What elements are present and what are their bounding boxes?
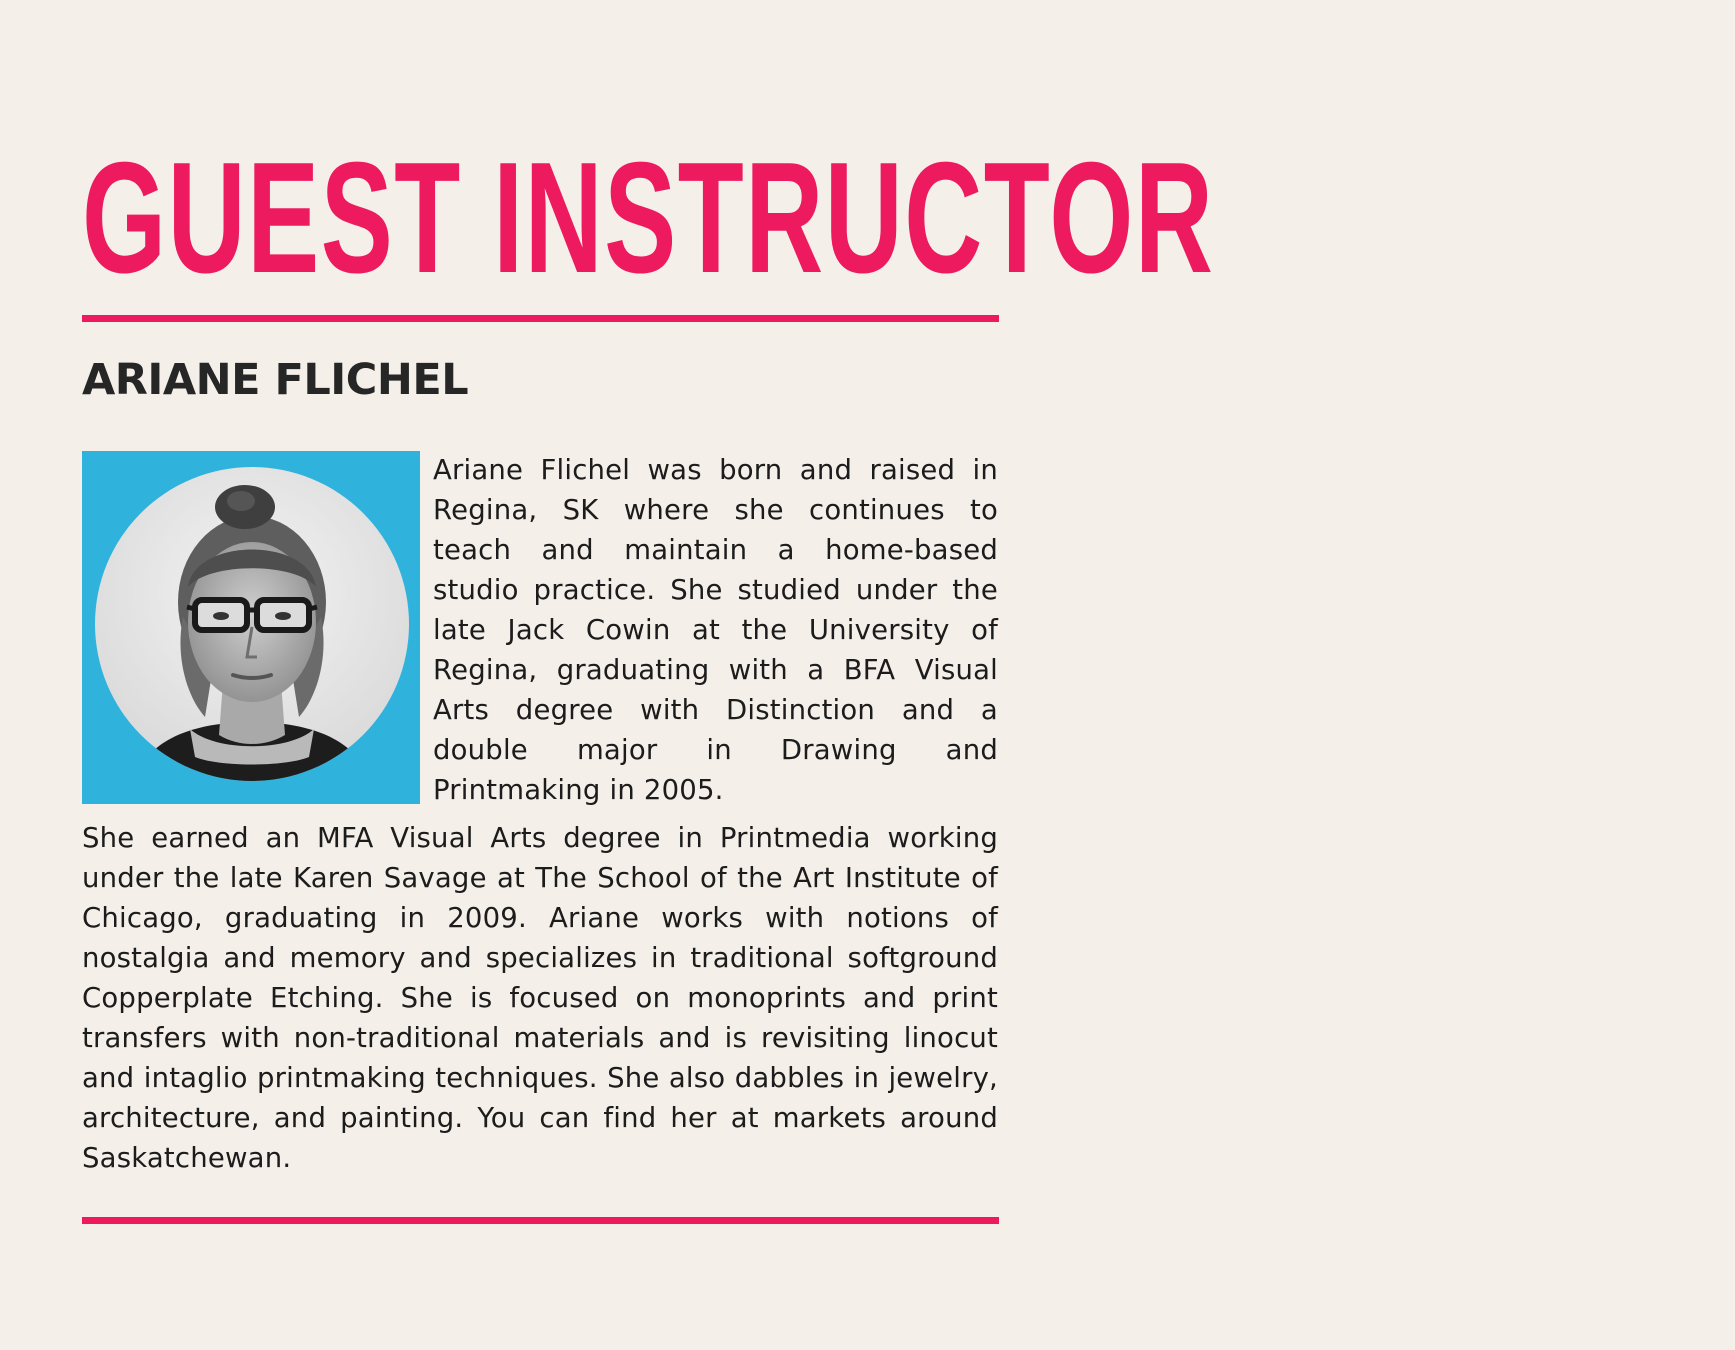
photo-frame	[82, 451, 420, 804]
title-block	[82, 130, 1215, 306]
bio-paragraph-1: Ariane Flichel was born and raised in Regina, SK where she continues to teach and maintain a home-based studio practice. She studied under the late Jack Cowin at the University of Regina, graduating with a BFA Visual Arts degree with Distinction and a double major in Drawing and Printmaking in 2005.	[433, 454, 998, 806]
bio-paragraph-2: She earned an MFA Visual Arts degree in Printmedia working under the late Karen Savage at The School of the Art Institute of Chicago, graduating in 2009. Ariane works with notions of nostalgia and memory and specializes in traditional softground Copperplate Etching. She is focused on monoprints and print transfers with non-traditional materials and is revisiting linocut and intaglio printmaking techniques. She also dabbles in jewelry, architecture, and painting. You can find her at markets around Saskatchewan.	[82, 822, 998, 1174]
instructor-portrait	[95, 467, 409, 781]
bottom-divider	[82, 1217, 999, 1224]
instructor-name: ARIANE FLICHEL	[82, 355, 469, 405]
top-divider	[82, 315, 999, 322]
page-title: GUEST INSTRUCTOR	[82, 130, 1215, 306]
